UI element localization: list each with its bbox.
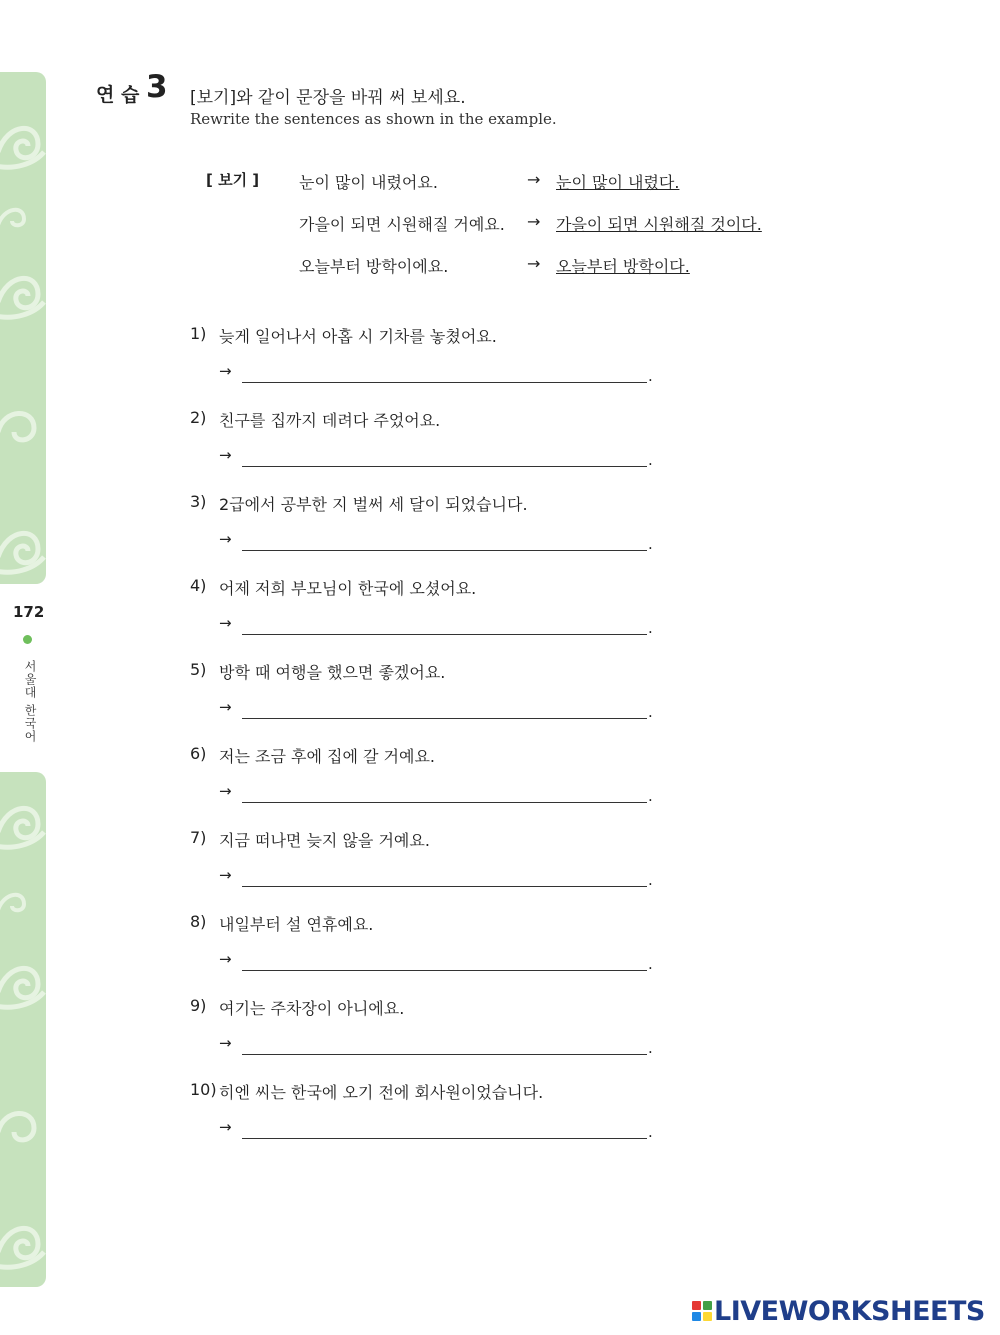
example-target: 눈이 많이 내렸다. — [556, 173, 680, 192]
question-sentence: 방학 때 여행을 했으면 좋겠어요. — [219, 663, 446, 682]
answer-field[interactable] — [242, 550, 647, 551]
question-item — [0, 744, 1000, 814]
arrow-icon: → — [219, 950, 232, 968]
answer-period: . — [648, 1123, 653, 1141]
question-number: 4) — [190, 576, 207, 595]
question-number: 7) — [190, 828, 207, 847]
answer-field[interactable] — [242, 466, 647, 467]
question-sentence: 친구를 집까지 데려다 주었어요. — [219, 411, 441, 430]
question-number: 2) — [190, 408, 207, 427]
question-sentence: 어제 저희 부모님이 한국에 오셨어요. — [219, 579, 477, 598]
book-title: 서울대 한국어 — [23, 660, 37, 743]
question-item — [0, 576, 1000, 646]
question-number: 3) — [190, 492, 207, 511]
answer-period: . — [648, 871, 653, 889]
instruction-korean: [보기]와 같이 문장을 바꿔 써 보세요. — [190, 88, 466, 108]
answer-field[interactable] — [242, 634, 647, 635]
answer-period: . — [648, 619, 653, 637]
arrow-icon: → — [219, 1034, 232, 1052]
arrow-icon: → — [219, 362, 232, 380]
arrow-icon: → — [219, 698, 232, 716]
question-item — [0, 912, 1000, 982]
answer-field[interactable] — [242, 382, 647, 383]
logo-mark-icon — [692, 1301, 712, 1321]
answer-period: . — [648, 1039, 653, 1057]
answer-period: . — [648, 367, 653, 385]
answer-field[interactable] — [242, 718, 647, 719]
arrow-icon: → — [527, 254, 541, 273]
example-label: [ 보기 ] — [206, 171, 260, 189]
question-item — [0, 1080, 1000, 1150]
arrow-icon: → — [219, 1118, 232, 1136]
swirl-ornament-icon — [0, 1212, 46, 1272]
arrow-icon: → — [219, 614, 232, 632]
question-item — [0, 660, 1000, 730]
arrow-icon: → — [219, 866, 232, 884]
question-sentence: 저는 조금 후에 집에 갈 거예요. — [219, 747, 435, 766]
answer-field[interactable] — [242, 1138, 647, 1139]
example-source: 눈이 많이 내렸어요. — [299, 173, 438, 192]
instruction-english: Rewrite the sentences as shown in the example. — [190, 110, 557, 128]
question-sentence: 여기는 주차장이 아니에요. — [219, 999, 405, 1018]
logo-text: LIVEWORKSHEETS — [714, 1295, 985, 1327]
arrow-icon: → — [219, 530, 232, 548]
arrow-icon: → — [219, 782, 232, 800]
question-item — [0, 408, 1000, 478]
question-sentence: 지금 떠나면 늦지 않을 거예요. — [219, 831, 430, 850]
question-sentence: 히엔 씨는 한국에 오기 전에 회사원이었습니다. — [219, 1083, 544, 1102]
question-item — [0, 828, 1000, 898]
example-target: 가을이 되면 시원해질 것이다. — [556, 215, 762, 234]
answer-period: . — [648, 787, 653, 805]
liveworksheets-logo[interactable] — [692, 1296, 985, 1326]
answer-period: . — [648, 703, 653, 721]
example-target: 오늘부터 방학이다. — [556, 257, 690, 276]
swirl-ornament-icon — [0, 112, 46, 172]
question-sentence: 늦게 일어나서 아홉 시 기차를 놓쳤어요. — [219, 327, 497, 346]
answer-field[interactable] — [242, 886, 647, 887]
question-sentence: 2급에서 공부한 지 벌써 세 달이 되었습니다. — [219, 495, 528, 514]
question-sentence: 내일부터 설 연휴예요. — [219, 915, 374, 934]
answer-period: . — [648, 955, 653, 973]
answer-field[interactable] — [242, 970, 647, 971]
example-row — [0, 170, 1000, 196]
exercise-number: 3 — [146, 69, 168, 105]
question-item — [0, 492, 1000, 562]
answer-field[interactable] — [242, 1054, 647, 1055]
example-row — [0, 254, 1000, 280]
answer-period: . — [648, 535, 653, 553]
example-row — [0, 212, 1000, 238]
answer-period: . — [648, 451, 653, 469]
example-source: 가을이 되면 시원해질 거예요. — [299, 215, 505, 234]
arrow-icon: → — [527, 212, 541, 231]
example-source: 오늘부터 방학이에요. — [299, 257, 449, 276]
question-number: 8) — [190, 912, 207, 931]
answer-field[interactable] — [242, 802, 647, 803]
arrow-icon: → — [219, 446, 232, 464]
page-number: 172 — [13, 603, 45, 621]
question-number: 10) — [190, 1080, 217, 1099]
question-number: 6) — [190, 744, 207, 763]
question-number: 5) — [190, 660, 207, 679]
question-number: 9) — [190, 996, 207, 1015]
exercise-label: 연 습 — [96, 84, 140, 106]
question-item — [0, 324, 1000, 394]
question-item — [0, 996, 1000, 1066]
question-number: 1) — [190, 324, 207, 343]
arrow-icon: → — [527, 170, 541, 189]
